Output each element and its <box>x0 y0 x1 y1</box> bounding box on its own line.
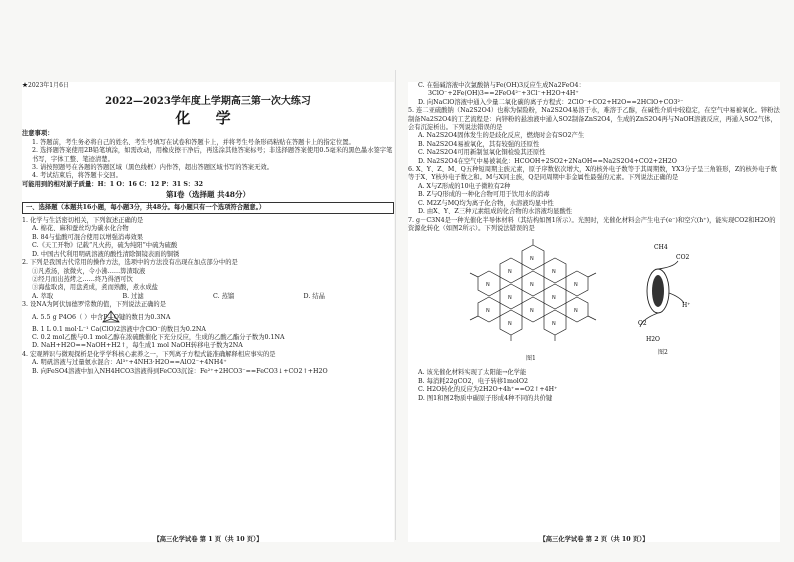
svg-text:N: N <box>574 308 578 315</box>
fig2-o2: O2 <box>638 320 647 328</box>
q2-line: ①凡煮汤，欲微火，令小沸……箅渣取液 <box>32 267 146 275</box>
q7-option-d: D. 图1和图2物质中碳原子形成4种不同的共价键 <box>418 394 553 402</box>
svg-text:N: N <box>486 282 490 289</box>
q3-stem: 3. 设NA为阿伏加德罗常数的值，下列说法正确的是 <box>22 301 167 309</box>
q3-option-d: D. NaH+H2O==NaOH+H2↑，每生成1 mol NaOH转移电子数为2NA <box>32 342 243 350</box>
q1-option-c: C.《天工开物》记载“凡火药，硫为纯阳”中硫为硫酸 <box>32 242 178 250</box>
q5-option-c: C. Na2S2O4可用新制氢氧化铜检验其还原性 <box>418 149 546 157</box>
page-footer: 【高三化学试卷 第 2 页（共 10 页）】 <box>539 535 649 543</box>
notice-item: 2. 选择题答案使用2B铅笔填涂，如需改动，用橡皮擦干净后，再选涂其他答案标号；非选择题答案使用0.5毫米的黑色墨水签字笔书写，字体工整、笔迹清楚。 <box>32 147 393 163</box>
q6-option-a: A. X与Z形成的10电子微粒有2种 <box>418 182 511 190</box>
q2-option-c: C. 蒸馏 <box>213 292 235 300</box>
q2-option-b: B. 过滤 <box>122 292 144 300</box>
q6-option-c: C. M2Z与MQ均为离子化合物，水溶液均显中性 <box>418 199 554 207</box>
notice-item: 1. 答题前，考生务必将自己的姓名、考生号填写在试卷和答题卡上，并将考生号条形码粘贴在答题卡上的指定位置。 <box>32 138 355 146</box>
figure2-caption: 图2 <box>658 349 668 357</box>
q4-option-b: B. 向FeSO4溶液中加入NH4HCO3溶液得到FeCO3沉淀：Fe²⁺+2HCO3⁻==FeCO3↓+CO2↑+H2O <box>32 367 328 375</box>
svg-text:N: N <box>530 256 534 263</box>
svg-text:N: N <box>530 282 534 289</box>
q2-line: ②经月而出蒸烤之……终乃得酒可饮 <box>32 275 133 283</box>
notice-heading: 注意事项： <box>22 130 54 138</box>
q6-option-b: B. Z与Q形成的一种化合物可用于饮用水的消毒 <box>418 191 550 199</box>
q5-option-b: B. Na2S2O4易被氧化，其有较强的还原性 <box>418 140 540 148</box>
q3-option-c: C. 0.2 mol乙酸与0.1 mol乙醇在浓硫酸催化下充分反应，生成的乙酸乙酯分子数为0.1NA <box>32 333 285 341</box>
fig2-ch4: CH4 <box>654 244 668 252</box>
page-divider <box>395 70 396 540</box>
p4o6-structure-icon <box>100 310 122 326</box>
q2-stem: 2. 下列是我国古代常用的操作方法，选项中的方法没有出现在加点部分中的是 <box>22 259 238 267</box>
q3-option-a-row <box>22 310 394 326</box>
svg-text:N: N <box>552 269 556 276</box>
notice-item: 3. 请按照题号在各题的答题区域（黑色线框）内作答，超出答题区域书写的答案无效。 <box>32 164 273 172</box>
exam-page-2 <box>408 82 780 542</box>
q3-option-b: B. 1 L 0.1 mol·L⁻¹ Ca(ClO)2溶液中含ClO⁻的数目为0.2NA <box>32 325 206 333</box>
part1-instructions: 一、选择题（本题共16小题，每小题3分，共48分。每小题只有一个选项符合题意。） <box>22 202 394 214</box>
svg-text:N: N <box>530 308 534 315</box>
part1-heading: 第Ⅰ卷（选择题 共48分） <box>165 190 251 200</box>
figure1-caption: 图1 <box>526 355 536 363</box>
q6-option-d: D. 由X、Y、Z三种元素组成的化合物的水溶液均显酸性 <box>418 208 573 216</box>
q4-option-a: A. 明矾溶液与过量氨水混合：Al³⁺+4NH3·H2O==AlO2⁻+4NH4⁺ <box>32 359 227 367</box>
q1-option-b: B. 84与盐酸可混合使用以增强消毒效果 <box>32 233 144 241</box>
exam-date: ★2023年1月6日 <box>22 82 69 89</box>
photocatalysis-mechanism-figure <box>618 241 698 345</box>
svg-text:N: N <box>574 282 578 289</box>
svg-text:N: N <box>552 295 556 302</box>
svg-text:N: N <box>552 321 556 328</box>
fig2-h-plus: H⁺ <box>682 302 691 310</box>
fig2-h2o: H2O <box>646 336 660 344</box>
q1-option-a: A. 棉花、麻和蚕丝均为碳水化合物 <box>32 225 129 233</box>
g-c3n4-structure-figure <box>458 237 608 355</box>
q4-option-c-equation: 3ClO⁻+2Fe(OH)3==2FeO4²⁻+3Cl⁻+H2O+4H⁺ <box>428 90 579 98</box>
exam-subject: 化 学 <box>175 109 241 128</box>
q1-option-d: D. 中国古代利用明矾溶液的酸性清除铜镜表面的铜锈 <box>32 250 180 258</box>
svg-text:N: N <box>508 295 512 302</box>
svg-text:N: N <box>486 308 490 315</box>
q7-stem: 7. g－C3N4是一种光催化半导体材料（其结构如图1所示）。光照时，光催化材料会产生电子(e⁻)和空穴(h⁺)，能实现CO2和H2O的资源化转化（如图2所示）。下列说法错误的是 <box>408 216 776 232</box>
q4-stem: 4. 宏观辨识与微观探析是化学学科核心素养之一，下列离子方程式能准确解释相应事实的是 <box>22 350 276 358</box>
svg-text:N: N <box>508 269 512 276</box>
notice-item: 4. 考试结束后，将答题卡交回。 <box>32 172 122 180</box>
atomic-masses: 可能用到的相对原子质量：H：1 O：16 C：12 P：31 S：32 <box>22 180 203 188</box>
fig2-co2: CO2 <box>676 254 690 262</box>
exam-title: 2022—2023学年度上学期高三第一次大练习 <box>105 96 311 108</box>
q5-option-a: A. Na2S2O4固体发生的是歧化反应，燃烧时会有SO2产生 <box>418 132 585 140</box>
q3-option-a: A. 5.5 g P4O6（ ）中含P—O键的数目为0.3NA <box>32 313 171 321</box>
q7-figures <box>408 237 780 365</box>
q5-option-d: D. Na2S2O4在空气中易被氧化：HCOOH+2SO2+2NaOH==Na2S2O4+CO2+2H2O <box>418 157 677 165</box>
svg-text:N: N <box>508 321 512 328</box>
q7-option-a: A. 该光催化材料实现了太阳能→化学能 <box>418 369 527 377</box>
q7-option-c: C. H2O转化的反应为2H2O+4h⁺==O2↑+4H⁺ <box>418 386 558 394</box>
q1-stem: 1. 化学与生活密切相关，下列叙述正确的是 <box>22 217 144 225</box>
q2-option-a: A. 萃取 <box>32 292 54 300</box>
q4-option-d: D. 向NaClO溶液中通入少量二氧化碳的离子方程式：2ClO⁻+CO2+H2O==2HClO+CO3²⁻ <box>418 98 684 106</box>
q5-stem: 5. 连二亚硫酸钠（Na2S2O4）也称为保险粉，Na2S2O4易溶于水，难溶于乙醇，在碱性介质中较稳定，在空气中易被氧化。锌粉法制备Na2S2O4的工艺流程是：向锌粉的悬浊液中通入SO2制备ZnS2O4，生成的ZnS2O4再与NaOH溶液反应，再通入SO2气体，会有沉淀析出。下列说法错误的是 <box>408 107 780 132</box>
exam-page-1 <box>22 82 394 542</box>
q7-option-b: B. 每消耗22gCO2，电子转移1molO2 <box>418 377 528 385</box>
q2-option-d: D. 结晶 <box>303 292 325 300</box>
q6-stem: 6. X、Y、Z、M、Q五种短周期主族元素，原子序数依次增大，X的核外电子数等于其周期数，YX3分子呈三角锥形，Z的核外电子数等于X、Y核外电子数之和。M与X同主族，Q是同周期中非金属性最强的元素。下列说法正确的是 <box>408 166 777 182</box>
q2-line: ③海盐取卤，用盘煮成，煮而熟酸，煮水成盐 <box>32 284 158 292</box>
page-footer: 【高三化学试卷 第 1 页（共 10 页）】 <box>153 535 263 543</box>
q4-option-c: C. 在强碱溶液中次氯酸钠与Fe(OH)3反应生成Na2FeO4： <box>418 82 585 89</box>
